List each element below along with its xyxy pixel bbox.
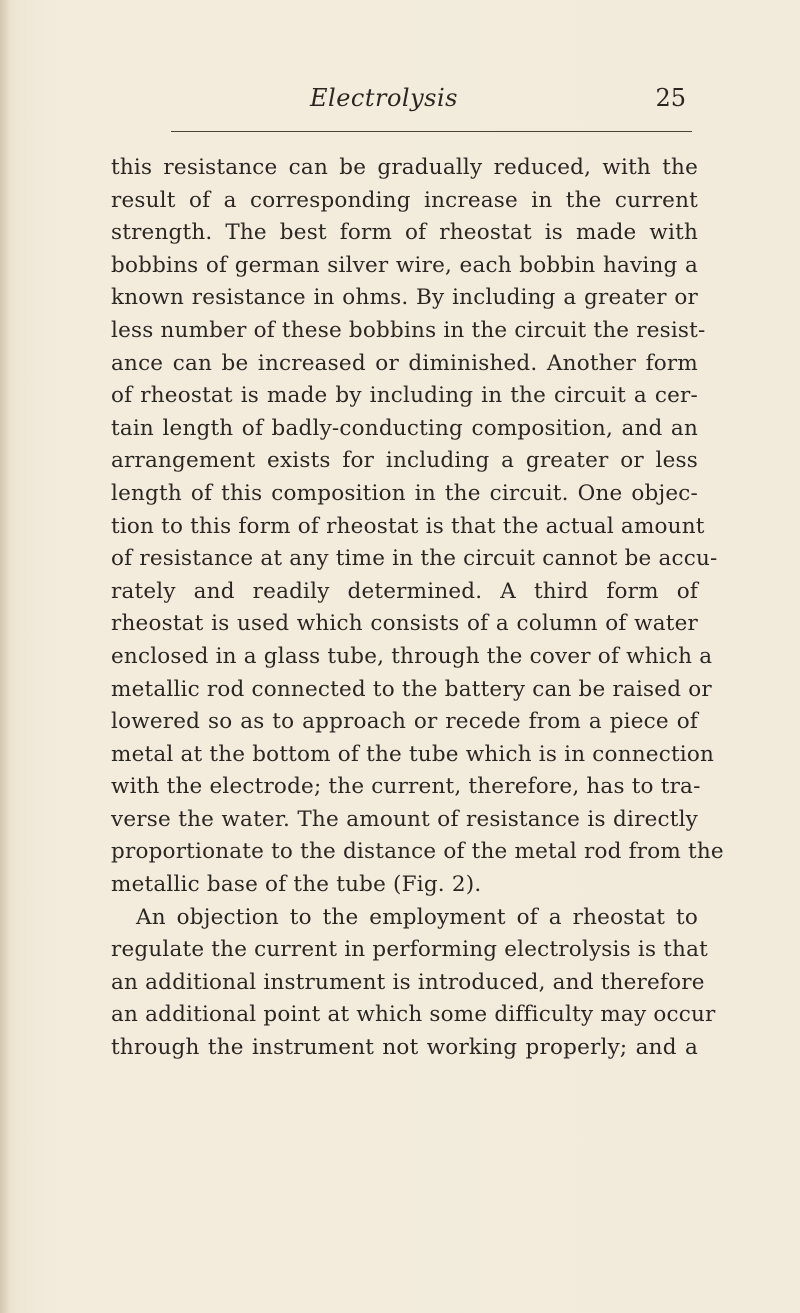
text-line: proportionate to the distance of the metal rod from the (111, 839, 724, 865)
text-line: an additional instrument is introduced, and therefore (111, 969, 705, 995)
paragraph-2 (111, 902, 716, 1065)
text-line: metal at the bottom of the tube which is in connection (111, 741, 715, 767)
text-line: through the instrument not working properly; and a (111, 1035, 698, 1061)
text-line: metallic base of the tube (Fig. 2). (111, 872, 482, 898)
text-line: metallic rod connected to the battery can be raised or (111, 676, 712, 702)
text-line: this resistance can be gradually reduced, with the (111, 155, 698, 180)
page-header (170, 84, 690, 124)
text-line: lowered so as to approach or recede from a piece of (111, 709, 698, 735)
page-gutter-shadow (0, 0, 10, 1313)
body-text (111, 152, 724, 1065)
text-line: less number of these bobbins in the circuit the resist- (111, 317, 706, 343)
text-line: an additional point at which some difficulty may occur (111, 1002, 716, 1028)
running-title: Electrolysis (310, 84, 458, 112)
text-line: known resistance in ohms. By including a greater or (111, 285, 698, 311)
text-line: rately and readily determined. A third form of (111, 578, 698, 604)
paragraph-1 (111, 152, 724, 902)
text-line: with the electrode; the current, therefore, has to tra- (111, 774, 701, 800)
text-line: tain length of badly-conducting composition, and an (111, 415, 698, 441)
text-line: tion to this form of rheostat is that the actual amount (111, 513, 705, 539)
text-line: enclosed in a glass tube, through the cover of which a (111, 643, 713, 669)
text-line: rheostat is used which consists of a column of water (111, 611, 698, 637)
text-line: result of a corresponding increase in the current (111, 187, 698, 213)
text-line: regulate the current in performing electrolysis is that (111, 937, 708, 963)
text-line: of rheostat is made by including in the circuit a cer- (111, 383, 698, 409)
text-line: bobbins of german silver wire, each bobbin having a (111, 252, 698, 278)
text-line: verse the water. The amount of resistance is directly (111, 806, 698, 832)
text-line: ance can be increased or diminished. Another form (111, 350, 698, 376)
text-line: arrangement exists for including a greater or less (111, 448, 698, 474)
text-line: An objection to the employment of a rheostat to (136, 904, 698, 930)
text-line: strength. The best form of rheostat is made with (111, 220, 698, 246)
header-rule (171, 131, 692, 132)
page-number: 25 (655, 84, 686, 112)
text-line: length of this composition in the circuit. One objec- (111, 480, 698, 506)
text-line: of resistance at any time in the circuit cannot be accu- (111, 546, 718, 572)
